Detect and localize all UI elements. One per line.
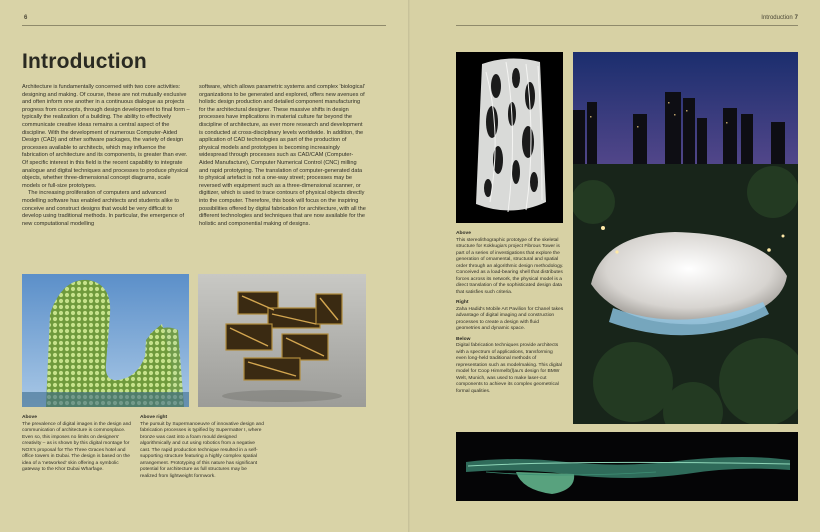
- left-folio: 6: [24, 15, 28, 21]
- three-graces-photo: [22, 274, 189, 407]
- caption-bmw-welt-heading: Below: [456, 336, 471, 342]
- caption-bmw-welt-text: Digital fabrication techniques provide architects with a spectrum of applications, transforming even long-held traditional methods of representation such as modelmaking. This digital model for Coop Himmelb(l)au's design for BMW Welt, Munich, was used to make laser-cut components to achieve its complex geometrical formal qualities.: [456, 343, 562, 394]
- chanel-pavilion-photo: [573, 52, 798, 424]
- caption-above-right-text: The pursuit by Supermanoeuvre of innovative design and fabrication processes is typified by Supermatter I, where bronze was cast into a foam mould designed algorithmically and cut using robotics from a negative cast. The rapid production technique resulted in a self-supporting structure featuring a highly complex spatial arrangement. Prototyping of this nature has significant potential for architecture as full structures may be realized from lightweight formwork.: [140, 421, 264, 479]
- right-running-head: [761, 15, 798, 21]
- caption-fibrous-tower: [456, 231, 564, 296]
- caption-fibrous-tower-heading: Above: [456, 231, 471, 236]
- right-header-rule: [456, 25, 798, 26]
- caption-above-right: [140, 415, 264, 480]
- fibrous-tower-photo: [456, 52, 563, 223]
- caption-above: [22, 415, 134, 474]
- caption-above-text: The prevalence of digital images in the design and communication of architecture is commonplace. Even so, this imposes no limits on designers' creativity – as is shown by this digital montage for NOX's proposal for The Three Graces hotel and office towers in Dubai. The design is based on the idea of a 'networked' skin offering a symbolic gateway to the Khor Dubai Wharfage.: [22, 421, 132, 472]
- caption-bmw-welt: [456, 337, 564, 396]
- body-paragraph-1: Architecture is fundamentally concerned with two core activities: designing and making. Of course, these are not mutually exclusive and often inform one another in a continuous dialogue as projects progress from concepts, through design development to final form – typically the realization of a building. The ability to effectively communicate creative ideas remains a central aspect of the discipline. With the development of numerous Computer-Aided Design (CAD) and other software packages, the variety of design processes available to architects, which may influence the fabrication of architecture and its components, is greater than ever. Of specific interest in this field is the recent capability to integrate analogue and digital techniques and processes to produce physical objects, whether three-dimensional concept diagrams, scale models or full-size prototypes.: [22, 84, 190, 189]
- body-paragraph-2: The increasing proliferation of computers and advanced modelling software has enabled architects and students alike to conceive and construct designs that would be very difficult to develop using traditional methods. In particular, the emergence of new computational modelling: [22, 190, 185, 227]
- caption-chanel-pavilion-text: Zaha Hadid's Mobile Art Pavilion for Chanel takes advantage of digital imaging and construction processes to create a design with fluid geometries and dynamic space.: [456, 306, 564, 331]
- body-column-2: [199, 84, 367, 228]
- caption-above-heading: Above: [22, 415, 37, 420]
- right-captions: [456, 231, 564, 399]
- caption-above-right-heading: Above right: [140, 415, 168, 420]
- bmw-welt-photo: [456, 432, 798, 501]
- right-page: [410, 0, 820, 532]
- caption-chanel-pavilion-heading: Right: [456, 300, 469, 305]
- body-column-1: [22, 84, 190, 228]
- right-folio-number: 7: [794, 15, 798, 21]
- page-title: Introduction: [22, 50, 147, 73]
- supermatter-photo: [198, 274, 366, 407]
- caption-chanel-pavilion: [456, 300, 564, 333]
- running-head-text: Introduction: [761, 15, 793, 21]
- caption-fibrous-tower-text: This stereolithographic prototype of the skeletal structure for Kokkugia's project Fibrous Tower is part of a series of investigations that explore the generation of ornamental, structural and spatial order through an algorithmic design methodology. Conceived as a load-bearing shell that distributes forces across its network, the physical model is a direct translation of the sophisticated design data that satisfies such criteria.: [456, 237, 564, 295]
- body-paragraph-3: software, which allows parametric systems and complex 'biological' organizations to be generated and explored, offers new avenues of holistic design production and detailed component manufacturing for the architectural designer. These massive shifts in design processes have implications in material culture far beyond the discipline of architecture, as ever more research and development is conducted at cross-disciplinary levels worldwide. In addition, the application of CAD technologies as part of the production of physical models and prototypes is becoming increasingly widespread through processes such as CAD/CAM (Computer-Aided Manufacture), Computer Numerical Control (CNC) milling and rapid prototyping. The translation of computer-generated data to physical artefact is not a one-way street; processes may be reversed with equipment such as a three-dimensional scanner, or digitizer, which is used to trace contours of physical objects directly into the computer. Therefore, this book will focus on the inspiring possibilities offered by digital fabrication for architecture, with all the different technologies and techniques that are now available for the holistic and componential making of designs.: [199, 84, 366, 227]
- left-header-rule: [22, 25, 386, 26]
